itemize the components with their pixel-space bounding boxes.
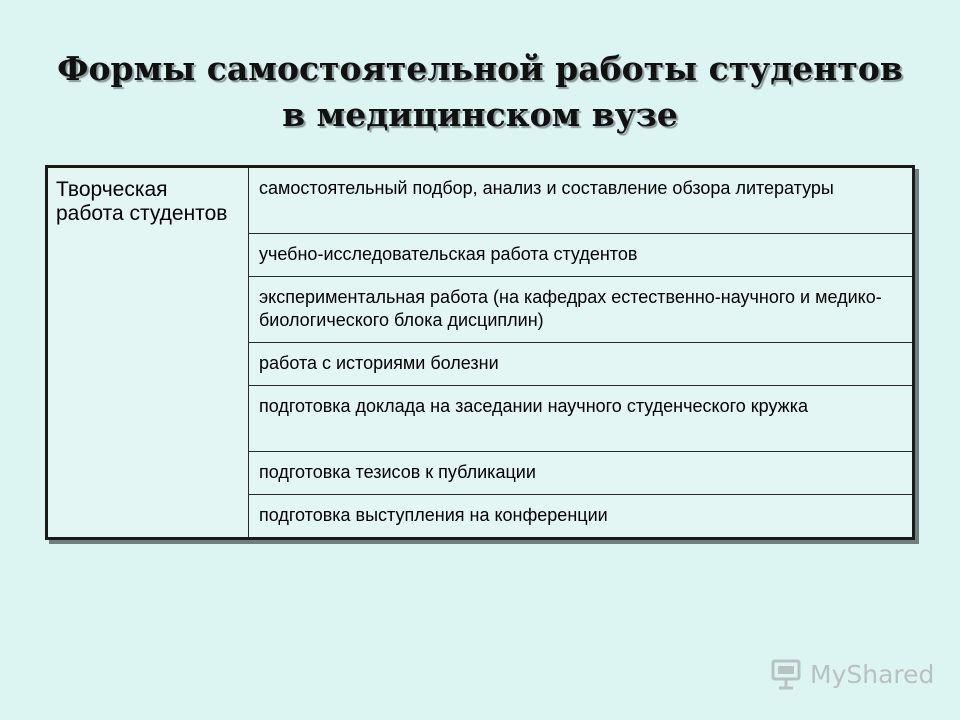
item-cell xyxy=(249,167,914,234)
item-cell xyxy=(249,495,914,539)
table-row xyxy=(47,167,914,234)
slide-title: Формы самостоятельной работы студентов в медицинском вузе xyxy=(57,49,903,134)
item-cell xyxy=(249,277,914,343)
item-cell xyxy=(249,234,914,277)
list-item: работа с историями болезни xyxy=(259,353,499,373)
watermark xyxy=(770,657,934,691)
item-cell xyxy=(249,343,914,386)
watermark-text: MyShared xyxy=(810,659,935,689)
list-item: учебно-исследовательская работа студентов xyxy=(259,244,638,264)
list-item: самостоятельный подбор, анализ и составление обзора литературы xyxy=(259,178,834,198)
item-cell xyxy=(249,386,914,452)
item-cell xyxy=(249,452,914,495)
presentation-board-icon xyxy=(770,657,804,691)
list-item: подготовка выступления на конференции xyxy=(259,505,608,525)
category-label: Творческая работа студентов xyxy=(56,178,228,225)
list-item: подготовка тезисов к публикации xyxy=(259,462,536,482)
forms-table xyxy=(45,165,915,540)
category-cell xyxy=(47,167,249,539)
list-item: экспериментальная работа (на кафедрах естественно-научного и медико-биологического блока дисциплин) xyxy=(259,287,882,330)
list-item: подготовка доклада на заседании научного студенческого кружка xyxy=(259,396,808,416)
